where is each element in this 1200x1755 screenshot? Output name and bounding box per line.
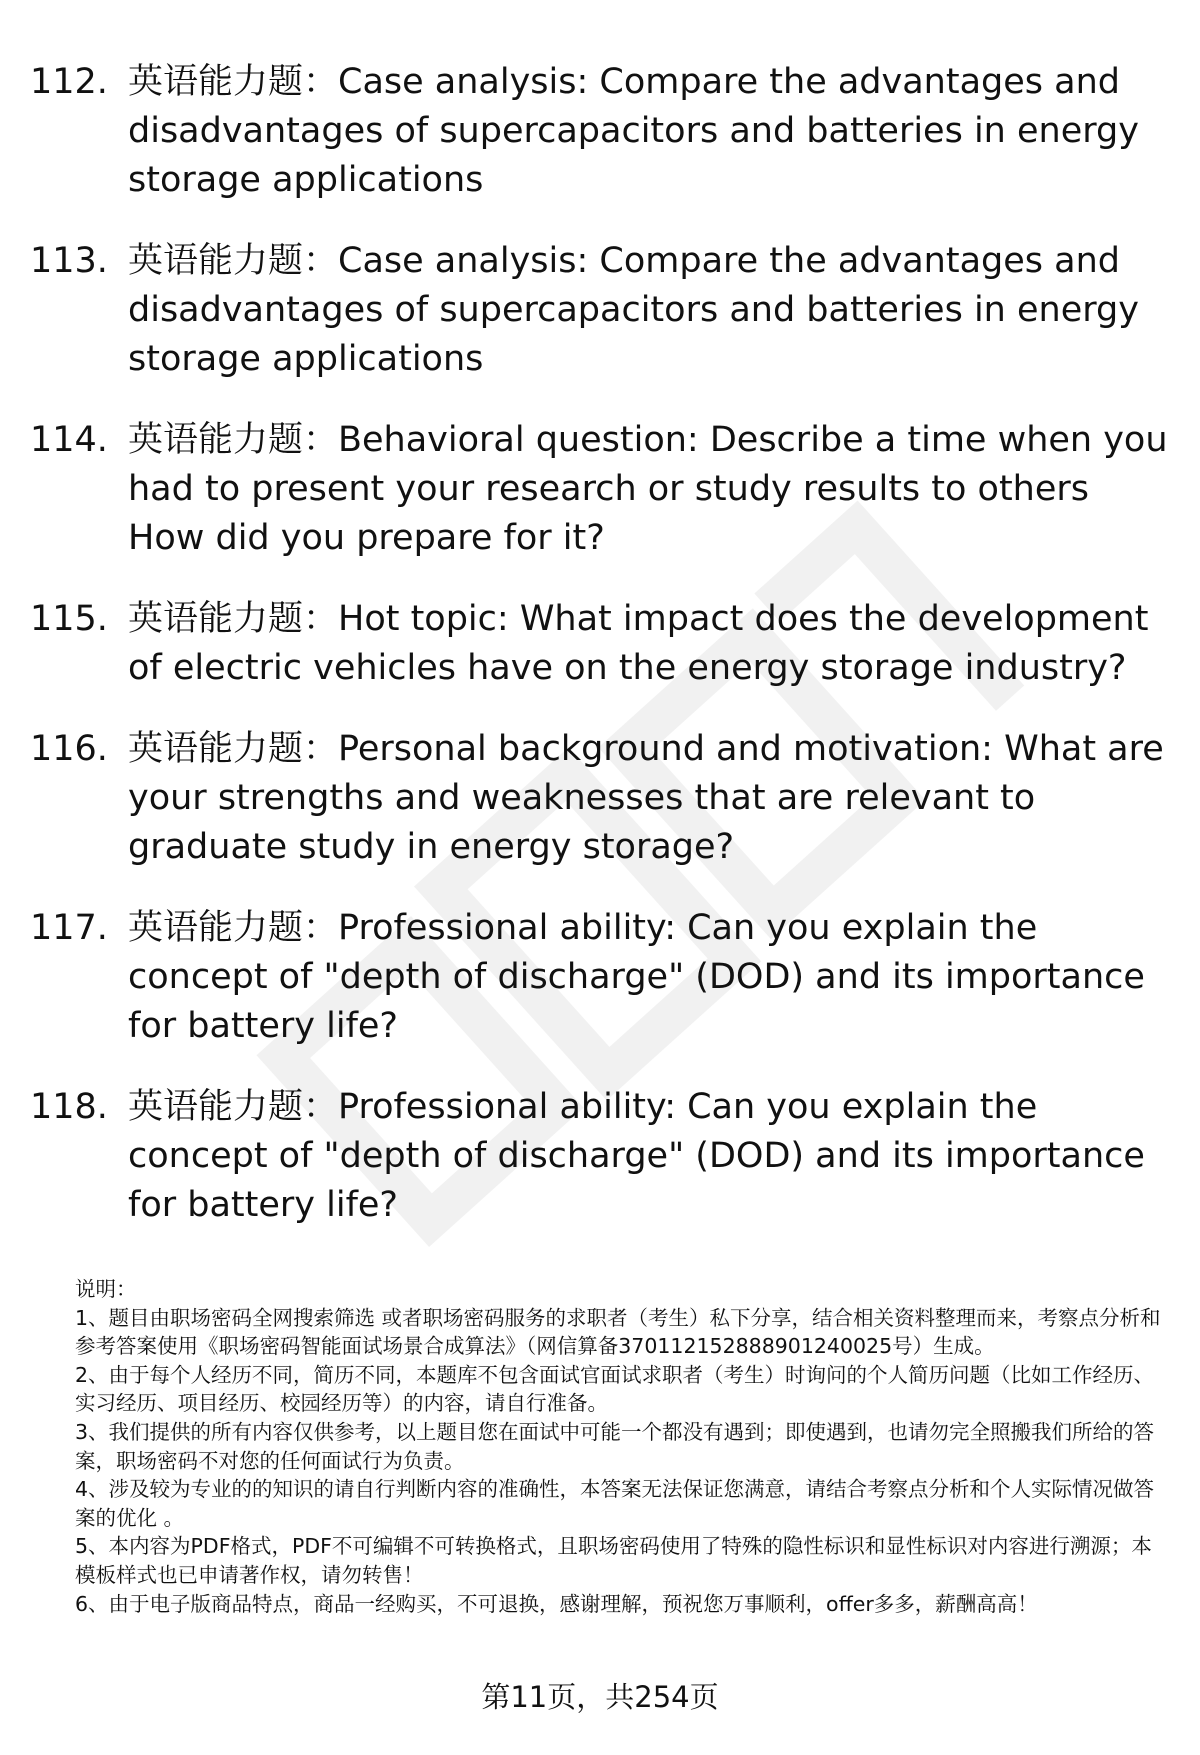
question-item xyxy=(30,904,1175,1051)
question-number: 118. xyxy=(30,1087,108,1127)
question-item xyxy=(30,595,1175,693)
question-text: 英语能力题：Behavioral question: Describe a time when you had to present your research or study results to others How did you prepare for it? xyxy=(128,420,1168,558)
question-item xyxy=(30,58,1175,205)
notes-section xyxy=(75,1275,1170,1618)
note-item: 3、我们提供的所有内容仅供参考，以上题目您在面试中可能一个都没有遇到；即使遇到，也请勿完全照搬我们所给的答案，职场密码不对您的任何面试行为负责。 xyxy=(75,1419,1155,1473)
question-text: 英语能力题：Personal background and motivation: What are your strengths and weaknesses that are relevant to graduate study in energy storage? xyxy=(128,729,1164,867)
question-number: 114. xyxy=(30,420,108,460)
question-item xyxy=(30,237,1175,384)
note-item: 1、题目由职场密码全网搜索筛选 或者职场密码服务的求职者（考生）私下分享，结合相关资料整理而来，考察点分析和参考答案使用《职场密码智能面试场景合成算法》（网信算备370112152888901240025号）生成。 xyxy=(75,1305,1161,1359)
note-item: 6、由于电子版商品特点，商品一经购买，不可退换，感谢理解，预祝您万事顺利，offer多多，薪酬高高！ xyxy=(75,1591,1038,1616)
question-number: 112. xyxy=(30,62,108,102)
question-text: 英语能力题：Hot topic: What impact does the development of electric vehicles have on the energy storage industry? xyxy=(128,599,1149,688)
question-number: 117. xyxy=(30,908,108,948)
note-item: 2、由于每个人经历不同，简历不同，本题库不包含面试官面试求职者（考生）时询问的个人简历问题（比如工作经历、实习经历、项目经历、校园经历等）的内容，请自行准备。 xyxy=(75,1362,1155,1416)
question-text: 英语能力题：Professional ability: Can you explain the concept of "depth of discharge" (DOD) and its importance for battery life? xyxy=(128,908,1145,1046)
question-text: 英语能力题：Case analysis: Compare the advantages and disadvantages of supercapacitors and batteries in energy storage applications xyxy=(128,241,1139,379)
question-text: 英语能力题：Professional ability: Can you explain the concept of "depth of discharge" (DOD) and its importance for battery life? xyxy=(128,1087,1145,1225)
notes-heading: 说明： xyxy=(75,1277,137,1301)
page-number: 第11页，共254页 xyxy=(481,1680,719,1714)
note-item: 5、本内容为PDF格式，PDF不可编辑不可转换格式，且职场密码使用了特殊的隐性标识和显性标识对内容进行溯源；本模板样式也已申请著作权，请勿转售！ xyxy=(75,1534,1152,1587)
question-text: 英语能力题：Case analysis: Compare the advantages and disadvantages of supercapacitors and batteries in energy storage applications xyxy=(128,62,1139,200)
question-list xyxy=(30,58,1175,1262)
question-item xyxy=(30,725,1175,872)
question-number: 113. xyxy=(30,241,108,281)
question-item xyxy=(30,416,1175,563)
note-item: 4、涉及较为专业的的知识的请自行判断内容的准确性，本答案无法保证您满意，请结合考察点分析和个人实际情况做答案的优化 。 xyxy=(75,1477,1155,1530)
question-number: 116. xyxy=(30,729,108,769)
question-number: 115. xyxy=(30,599,108,639)
question-item xyxy=(30,1083,1175,1230)
